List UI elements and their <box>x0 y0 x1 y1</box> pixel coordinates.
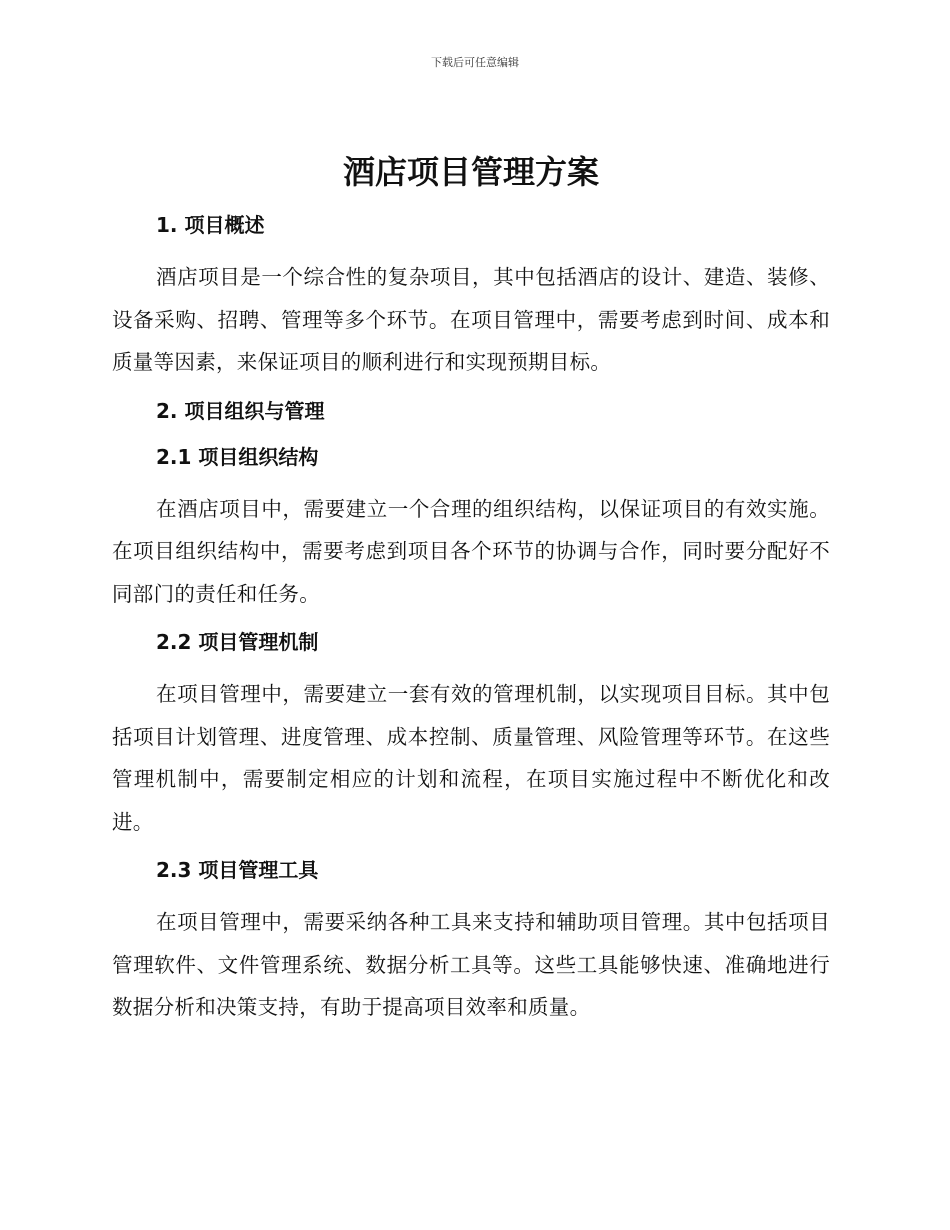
section-paragraph-overview: 酒店项目是一个综合性的复杂项目，其中包括酒店的设计、建造、装修、设备采购、招聘、管理等多个环节。在项目管理中，需要考虑到时间、成本和质量等因素，来保证项目的顺利进行和实现预期目标。 <box>112 265 830 374</box>
document-title: 酒店项目管理方案 <box>342 153 599 191</box>
section-heading-org-structure: 2.1 项目组织结构 <box>156 444 319 469</box>
section-paragraph-management-mechanism: 在项目管理中，需要建立一套有效的管理机制，以实现项目目标。其中包括项目计划管理、进度管理、成本控制、质量管理、风险管理等环节。在这些管理机制中，需要制定相应的计划和流程，在项目实施过程中不断优化和改进。 <box>112 682 830 834</box>
section-paragraph-management-tools: 在项目管理中，需要采纳各种工具来支持和辅助项目管理。其中包括项目管理软件、文件管理系统、数据分析工具等。这些工具能够快速、准确地进行数据分析和决策支持，有助于提高项目效率和质量。 <box>112 910 830 1019</box>
section-heading-management-tools: 2.3 项目管理工具 <box>156 858 319 882</box>
section-paragraph-org-structure: 在酒店项目中，需要建立一个合理的组织结构，以保证项目的有效实施。在项目组织结构中，需要考虑到项目各个环节的协调与合作，同时要分配好不同部门的责任和任务。 <box>112 496 830 606</box>
header-note: 下载后可任意编辑 <box>431 56 519 69</box>
section-heading-overview: 1. 项目概述 <box>156 213 265 237</box>
section-heading-management-mechanism: 2.2 项目管理机制 <box>156 630 319 654</box>
section-heading-organization-management: 2. 项目组织与管理 <box>156 398 325 423</box>
document-body <box>112 148 830 1041</box>
